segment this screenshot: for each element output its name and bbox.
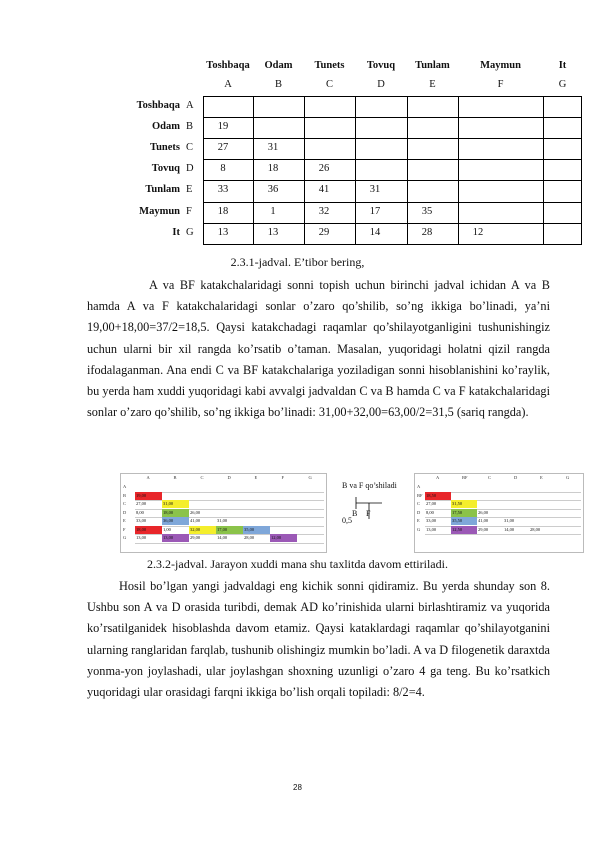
- grid-line: [203, 96, 582, 97]
- grid-line: [355, 96, 356, 244]
- mini-column-header: C: [200, 475, 204, 480]
- table-cell: 19: [217, 121, 229, 133]
- table-cell: 27: [217, 142, 229, 154]
- tree-right-label: F: [366, 509, 371, 518]
- table-cell: 18: [217, 205, 229, 217]
- page-number: 28: [293, 783, 302, 792]
- column-header-name: Tovuq: [366, 60, 396, 71]
- row-header-letter: G: [186, 226, 194, 238]
- table-cell: 31: [369, 184, 381, 196]
- table-cell: 8: [220, 163, 226, 175]
- mini-cell: 12,50: [451, 526, 477, 534]
- grid-line: [407, 96, 408, 244]
- column-header-name: Maymun: [480, 60, 521, 71]
- mini-cell: 18,50: [425, 492, 451, 500]
- row-header-letter: B: [186, 121, 194, 133]
- mini-row-header: G: [123, 535, 127, 540]
- row-header-name: Tunlam: [145, 184, 180, 196]
- mini-cell: 32,00: [189, 526, 216, 534]
- mini-cell: 28,00: [530, 526, 541, 532]
- table-cell: 1: [270, 205, 276, 217]
- mini-cell: 14,00: [217, 535, 228, 540]
- table-cell: 33: [217, 184, 229, 196]
- table-cell: 17: [369, 205, 381, 217]
- table-cell: 31: [267, 142, 279, 154]
- grid-line: [581, 96, 582, 244]
- grid-line: [203, 159, 582, 160]
- row-header-name: Tovuq: [151, 163, 180, 175]
- paragraph-2: Hosil bo’lgan yangi jadvaldagi eng kichik sonni qidiramiz. Bu yerda shunday son 8. Ushbu son A va D orasida turibdi, demak AD ko’rinishida ularni birlashtiramiz va yuqorida ko’rsatilganidek hisoblashda davom etamiz. Qaysi kataklardagi raqamlar qo’shilayotganini ularning ranglaridan farqlab, tushunib olishingiz mumkin bo’ladi. A va D filogenetik daraxtda yonma-yon joylashadi, ular joylashgan shoxning uzunligi o’zaro 4 ga teng. Bu ko’rsatkich yuqoridagi ular orasidagi farqni ikkiga bo’lish orqali topiladi: 8/2=4.: [87, 579, 550, 700]
- column-header-name: Odam: [264, 60, 293, 71]
- column-header-letter: F: [497, 79, 504, 90]
- column-header-name: Tunets: [314, 60, 345, 71]
- row-header-name: It: [172, 226, 180, 238]
- mini-cell: 17,50: [451, 509, 477, 517]
- row-header-letter: E: [186, 184, 193, 196]
- tree-branch-value: 0,5: [342, 516, 352, 525]
- row-header-name: Maymun: [139, 205, 180, 217]
- table-cell: 29: [318, 226, 330, 238]
- mini-row-header: BF: [417, 492, 423, 498]
- mini-column-header: A: [146, 475, 150, 480]
- row-header-name: Tunets: [150, 142, 180, 154]
- grid-line: [543, 96, 544, 244]
- mini-cell: 27,00: [426, 501, 437, 506]
- paragraph-1: A va BF katakchalaridagi sonni topish uchun birinchi jadval ichidan A va B hamda A va F katakchalaridagi sonlar o’zaro qo’shilib, so’ng ikkiga bo’linadi, ya’ni 19,00+18,00=37/2=18,5. Qaysi katakchadagi raqamlar qo’shilayotganligini tushunishingiz uchun ularni bir xil rangda ko’rsatib o’taman. Masalan, yuqoridagi holatni qizil rangda ifodalaganman. Ana endi C va BF katakchalariga yoziladigan sonni hisoblanishini ko’raylik, bu yerda ham xuddi yuqoridagi kabi avvalgi jadvaldan C va B hamda C va F katakchalaridagi sonlar o’zaro qo’shilib, so’ng ikkiga bo’linadi: 31,00+32,00=63,00/2=31,5 (sariq rangda).: [87, 278, 550, 420]
- mini-row-header: E: [123, 518, 126, 523]
- column-header-letter: G: [558, 79, 567, 90]
- table-caption-1: 2.3.1-jadval. E’tibor bering,: [230, 255, 365, 269]
- mini-cell: 13,00: [136, 535, 147, 540]
- mini-column-header: A: [436, 475, 440, 480]
- column-header-letter: B: [274, 79, 282, 90]
- mini-cell: 28,00: [244, 535, 255, 540]
- mini-row-header: C: [123, 501, 127, 506]
- grid-line: [203, 138, 582, 139]
- mini-cell: 41,00: [478, 518, 489, 523]
- table-cell: 18: [267, 163, 279, 175]
- mini-cell: 12,00: [270, 534, 297, 542]
- table-caption-2: 2.3.2-jadval. Jarayon xuddi mana shu taxlitda davom ettiriladi.: [147, 557, 448, 571]
- mini-column-header: E: [540, 475, 543, 480]
- row-header-letter: D: [186, 163, 194, 175]
- table-cell: 28: [421, 226, 433, 238]
- mini-table-before: [120, 473, 327, 553]
- mini-cell: 17,00: [216, 526, 243, 534]
- table-cell: 26: [318, 163, 330, 175]
- mini-row-header: A: [123, 484, 127, 489]
- mini-cell: 18,00: [135, 526, 162, 534]
- mini-cell: 41,00: [190, 518, 201, 523]
- mini-cell: 26,00: [478, 509, 489, 515]
- row-header-letter: C: [186, 142, 194, 154]
- tree-diagram: [342, 481, 398, 531]
- column-header-name: It: [558, 60, 567, 71]
- mini-grid-line: [135, 492, 324, 493]
- grid-line: [203, 117, 582, 118]
- table-grid: [203, 96, 582, 244]
- column-header-name: Tunlam: [415, 60, 450, 71]
- grid-line: [203, 96, 204, 244]
- mini-column-header: B: [173, 475, 177, 480]
- mini-column-header: G: [566, 475, 570, 480]
- table-cell: 13: [267, 226, 279, 238]
- column-header-name: Toshbaqa: [206, 60, 250, 71]
- mini-column-header: D: [227, 475, 231, 480]
- mini-cell: 29,00: [478, 526, 489, 532]
- table-cell: 14: [369, 226, 381, 238]
- mini-cell: 8,00: [136, 509, 144, 515]
- mini-row-header: F: [123, 526, 126, 532]
- mini-cell: 35,00: [243, 526, 270, 534]
- grid-line: [203, 202, 582, 203]
- mini-column-header: G: [308, 475, 312, 480]
- mini-cell: 8,00: [426, 509, 434, 515]
- mini-cell: 29,00: [190, 535, 201, 540]
- mini-cell: 31,00: [162, 500, 189, 508]
- tree-left-label: B: [352, 509, 358, 518]
- row-header-letter: F: [186, 205, 192, 217]
- mini-column-header: F: [281, 475, 285, 480]
- table-cell: 41: [318, 184, 330, 196]
- table-cell: 36: [267, 184, 279, 196]
- table-cell: 32: [318, 205, 330, 217]
- table-cell: 13: [217, 226, 229, 238]
- mini-cell: 1,00: [163, 526, 171, 532]
- mini-row-header: B: [123, 492, 127, 498]
- mini-cell: 14,00: [504, 526, 515, 532]
- mini-cell: 31,00: [217, 518, 228, 523]
- grid-line: [253, 96, 254, 244]
- column-header-letter: E: [429, 79, 436, 90]
- mini-cell: 31,50: [451, 500, 477, 508]
- mini-row-header: E: [417, 518, 420, 523]
- table-cell: 12: [472, 226, 484, 238]
- table-cell: 35: [421, 205, 433, 217]
- mini-cell: 35,50: [451, 517, 477, 525]
- row-header-name: Odam: [151, 121, 180, 133]
- distance-table: [120, 58, 582, 244]
- mini-column-header: E: [254, 475, 258, 480]
- mini-cell: 33,00: [426, 518, 437, 523]
- mini-cell: 19,00: [135, 492, 162, 500]
- mini-column-header: BF: [462, 475, 468, 480]
- mini-cell: 26,00: [190, 509, 201, 515]
- column-header-letter: D: [377, 79, 385, 90]
- grid-line: [458, 96, 459, 244]
- mini-table-after: [414, 473, 584, 553]
- column-header-letter: A: [224, 79, 232, 90]
- mini-row-header: D: [417, 509, 421, 515]
- grid-line: [203, 180, 582, 181]
- grid-line: [203, 223, 582, 224]
- column-header-letter: C: [325, 79, 333, 90]
- mini-column-header: C: [488, 475, 492, 480]
- mini-grid-line: [425, 534, 581, 535]
- row-header-name: Toshbaqa: [136, 100, 180, 111]
- mini-row-header: A: [417, 484, 421, 489]
- mini-cell: 27,00: [136, 501, 147, 506]
- grid-line: [203, 244, 582, 245]
- mini-row-header: C: [417, 501, 421, 506]
- mini-cell: 13,00: [426, 526, 437, 532]
- mini-grid-line: [135, 543, 324, 544]
- mini-row-header: G: [417, 526, 421, 532]
- grid-line: [304, 96, 305, 244]
- mini-cell: 33,00: [136, 518, 147, 523]
- mini-column-header: D: [514, 475, 518, 480]
- mini-cell: 18,00: [162, 509, 189, 517]
- mini-row-header: D: [123, 509, 127, 515]
- mini-cell: 31,00: [504, 518, 515, 523]
- mini-cell: 36,00: [162, 517, 189, 525]
- mini-cell: 13,00: [162, 534, 189, 542]
- row-header-letter: A: [186, 100, 194, 111]
- tree-title: B va F qo’shiladi: [342, 481, 397, 490]
